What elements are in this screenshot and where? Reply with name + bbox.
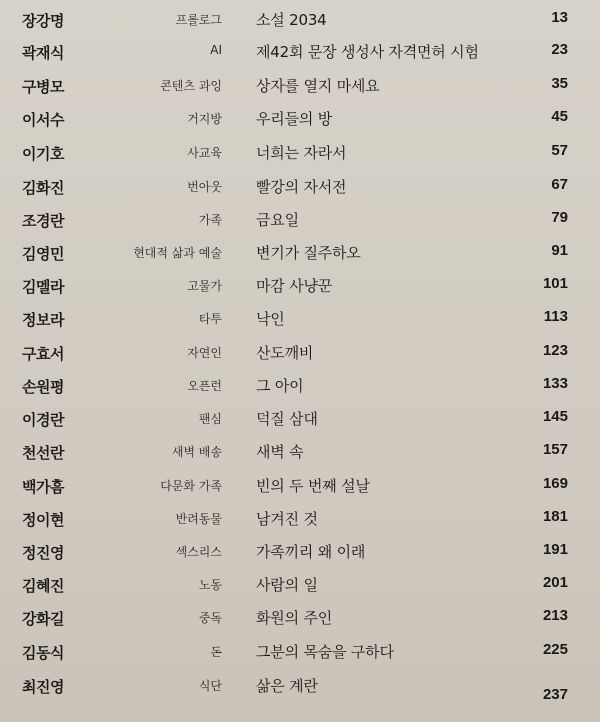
page-number: 133 [542, 375, 568, 392]
page-number: 237 [542, 686, 568, 703]
toc-row [0, 204, 600, 236]
story-title: 삶은 계란 [256, 677, 318, 695]
toc-row [0, 337, 600, 369]
author-name: 구병모 [22, 78, 64, 96]
story-title: 사람의 일 [256, 576, 318, 594]
page-number: 35 [551, 75, 568, 92]
page-number: 191 [542, 541, 568, 558]
story-title: 산도깨비 [256, 344, 314, 362]
story-keyword: 팬심 [198, 412, 222, 426]
author-name: 구효서 [22, 345, 64, 363]
toc-row [0, 270, 600, 302]
author-name: 조경란 [22, 212, 64, 230]
page-number: 213 [542, 607, 568, 624]
author-name: 장강명 [22, 12, 64, 30]
author-name: 김화진 [22, 179, 64, 197]
page-number: 145 [542, 408, 568, 425]
story-title: 변기가 질주하오 [256, 244, 361, 262]
toc-row [0, 470, 600, 502]
toc-row [0, 171, 600, 203]
story-keyword: 노동 [198, 578, 222, 592]
story-title: 가족끼리 왜 이래 [256, 543, 366, 561]
story-keyword: 현대적 삶과 예술 [133, 246, 222, 260]
story-keyword: 섹스리스 [175, 545, 222, 559]
author-name: 이서수 [22, 111, 64, 129]
author-name: 천선란 [22, 444, 64, 462]
toc-row [0, 503, 600, 535]
toc-row [0, 536, 600, 568]
page-number: 79 [551, 209, 568, 226]
story-keyword: 타투 [198, 312, 222, 326]
story-title: 소설 2034 [256, 11, 327, 29]
toc-row [0, 436, 600, 468]
page-number: 169 [542, 475, 568, 492]
story-title: 우리들의 방 [256, 110, 333, 128]
story-keyword: 번아웃 [187, 180, 222, 194]
story-keyword: 프롤로그 [175, 13, 222, 27]
toc-row [0, 103, 600, 135]
story-title: 빨강의 자서전 [256, 178, 347, 196]
toc-row [0, 403, 600, 435]
story-keyword: 식단 [198, 679, 222, 693]
page-number: 181 [542, 508, 568, 525]
story-keyword: 사교육 [187, 146, 222, 160]
author-name: 곽재식 [22, 44, 64, 62]
author-name: 정보라 [22, 311, 64, 329]
author-name: 김동식 [22, 644, 64, 662]
author-name: 김멜라 [22, 278, 64, 296]
author-name: 이경란 [22, 411, 64, 429]
toc-row [0, 237, 600, 269]
story-title: 금요일 [256, 211, 299, 229]
toc-row [0, 569, 600, 601]
author-name: 손원평 [22, 378, 64, 396]
story-keyword: 돈 [210, 645, 222, 659]
story-title: 새벽 속 [256, 443, 304, 461]
story-title: 빈의 두 번째 설날 [256, 477, 370, 495]
story-keyword: 다문화 가족 [160, 479, 222, 493]
story-title: 남겨진 것 [256, 510, 318, 528]
toc-row [0, 4, 600, 36]
author-name: 김영민 [22, 245, 64, 263]
page-number: 201 [542, 574, 568, 591]
story-keyword: 자연인 [187, 346, 222, 360]
author-name: 최진영 [22, 678, 64, 696]
author-name: 백가흠 [22, 478, 64, 496]
page-number: 45 [551, 108, 568, 125]
page-number: 23 [551, 41, 568, 58]
story-keyword: 새벽 배송 [171, 445, 222, 459]
page-number: 225 [542, 641, 568, 658]
toc-row [0, 36, 600, 68]
page-number: 123 [542, 342, 568, 359]
story-keyword: 반려동물 [175, 512, 222, 526]
story-keyword: 중독 [198, 611, 222, 625]
toc-row [0, 670, 600, 702]
page-number: 157 [542, 441, 568, 458]
page-number: 13 [551, 9, 568, 26]
story-title: 너희는 자라서 [256, 144, 347, 162]
story-title: 그 아이 [256, 377, 304, 395]
story-title: 상자를 열지 마세요 [256, 77, 380, 95]
story-title: 덕질 삼대 [256, 410, 318, 428]
page-number: 91 [551, 242, 568, 259]
story-title: 그분의 목숨을 구하다 [256, 643, 394, 661]
toc-row [0, 137, 600, 169]
toc-row [0, 602, 600, 634]
story-title: 제42회 문장 생성사 자격면허 시험 [256, 43, 479, 61]
story-title: 마감 사냥꾼 [256, 277, 333, 295]
page-number: 67 [551, 176, 568, 193]
page-number: 57 [551, 142, 568, 159]
author-name: 정이현 [22, 511, 64, 529]
story-title: 낙인 [256, 310, 285, 328]
page-number: 113 [543, 308, 568, 325]
author-name: 김혜진 [22, 577, 64, 595]
story-keyword: 거지방 [187, 112, 222, 126]
author-name: 이기호 [22, 145, 64, 163]
story-keyword: 콘텐츠 과잉 [160, 79, 222, 93]
toc-row [0, 636, 600, 668]
toc-row [0, 370, 600, 402]
page-number: 101 [542, 275, 568, 292]
story-keyword: 고물가 [187, 279, 222, 293]
story-keyword: 가족 [198, 213, 222, 227]
toc-row [0, 70, 600, 102]
author-name: 강화길 [22, 610, 64, 628]
author-name: 정진영 [22, 544, 64, 562]
story-keyword: 오픈런 [187, 379, 222, 393]
toc-row [0, 303, 600, 335]
story-title: 화원의 주인 [256, 609, 333, 627]
story-keyword: AI [210, 43, 222, 57]
